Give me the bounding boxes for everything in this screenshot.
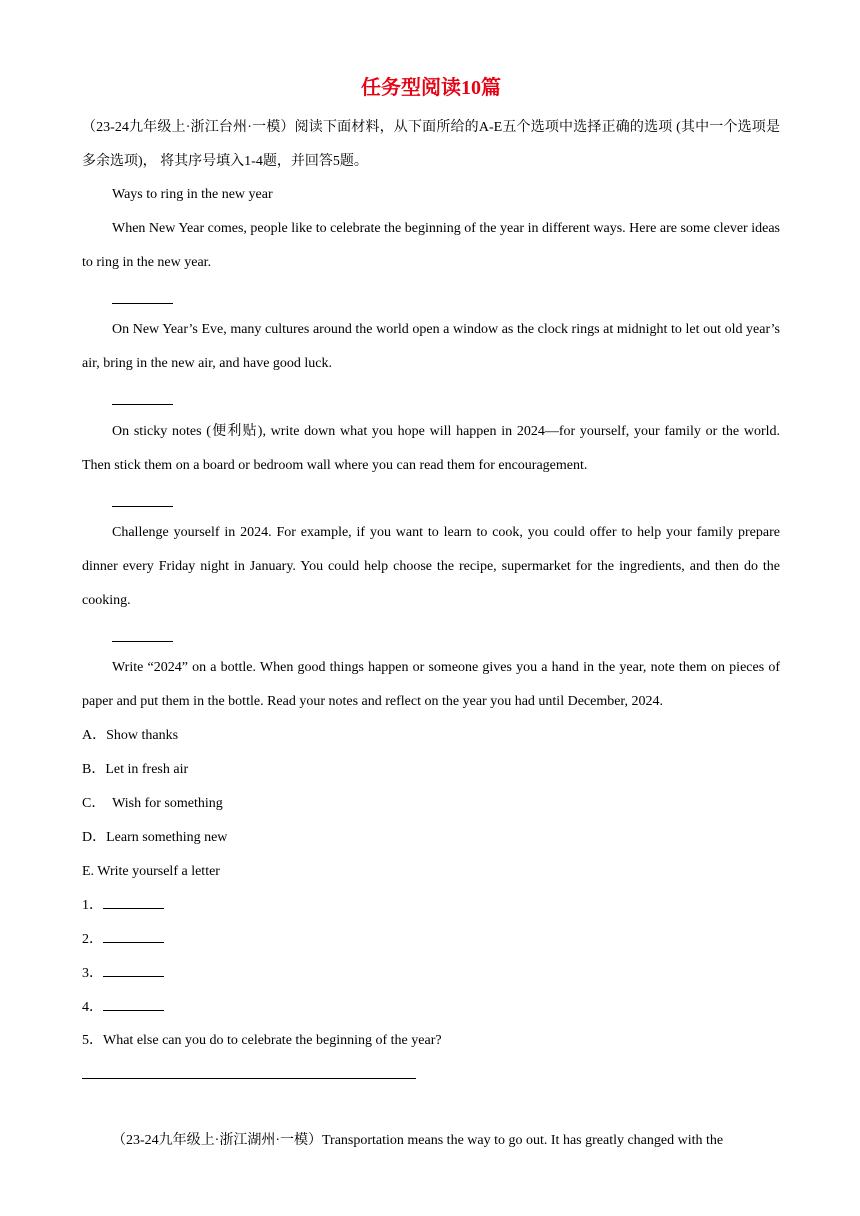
question-4-answer-blank[interactable] xyxy=(103,1009,164,1011)
passage1-paragraph-2: On sticky notes (便利贴), write down what you hope will happen in 2024—for yourself, your family or the world. Then stick them on a board or bedroom wall where you can read them for encouragement. xyxy=(82,424,780,473)
question-2-number: 2． xyxy=(82,932,103,947)
question-5: 5．What else can you do to celebrate the beginning of the year? xyxy=(82,1033,442,1048)
option-a: A．Show thanks xyxy=(82,728,179,743)
paragraph-heading-blank-4 xyxy=(112,641,173,642)
passage1-paragraph-3: Challenge yourself in 2024. For example, if you want to learn to cook, you could offer to help your family prepare dinner every Friday night in January. You could help choose the recipe, supermarket for the ingredients, and then do the cooking. xyxy=(82,525,780,608)
question-1-number: 1． xyxy=(82,898,103,913)
passage1-intro: When New Year comes, people like to celebrate the beginning of the year in different ways. Here are some clever ideas to ring in the new year. xyxy=(82,221,780,270)
passage1-paragraph-4: Write “2024” on a bottle. When good things happen or someone gives you a hand in the year, note them on pieces of paper and put them in the bottle. Read your notes and reflect on the year you had until December, 2024. xyxy=(82,660,780,709)
passage1-heading: Ways to ring in the new year xyxy=(112,187,273,202)
question-3-number: 3． xyxy=(82,966,103,981)
question-3 xyxy=(82,957,164,991)
option-d: D．Learn something new xyxy=(82,830,228,845)
question-3-answer-blank[interactable] xyxy=(103,975,164,977)
option-b: B．Let in fresh air xyxy=(82,762,189,777)
passage1-paragraph-1: On New Year’s Eve, many cultures around the world open a window as the clock rings at midnight to let out old year’s air, bring in the new air, and have good luck. xyxy=(82,322,780,371)
question-2-answer-blank[interactable] xyxy=(103,941,164,943)
option-e: E. Write yourself a letter xyxy=(82,864,220,879)
question-4 xyxy=(82,991,164,1025)
page-title: 任务型阅读10篇 xyxy=(361,77,501,99)
question-4-number: 4． xyxy=(82,1000,103,1015)
question-1 xyxy=(82,889,164,923)
paragraph-heading-blank-1 xyxy=(112,303,173,304)
paragraph-heading-blank-3 xyxy=(112,506,173,507)
question-1-answer-blank[interactable] xyxy=(103,907,164,909)
question-5-answer-line[interactable] xyxy=(82,1078,416,1079)
passage1-instruction: （23-24九年级上·浙江台州·一模）阅读下面材料，从下面所给的A-E五个选项中选择正确的选项 (其中一个选项是多余选项)， 将其序号填入1-4题，并回答5题。 xyxy=(82,120,780,169)
question-2 xyxy=(82,923,164,957)
paragraph-heading-blank-2 xyxy=(112,404,173,405)
option-c: C． Wish for something xyxy=(82,796,223,811)
passage2-intro: （23-24九年级上·浙江湖州·一模）Transportation means the way to go out. It has greatly changed with the xyxy=(112,1133,724,1148)
